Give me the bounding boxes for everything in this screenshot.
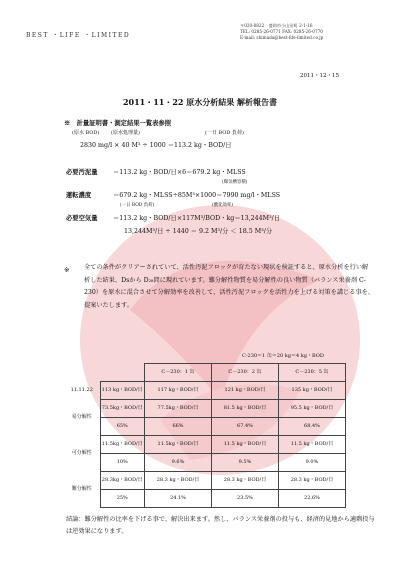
table-cell-pct: 67.4% [212, 418, 279, 436]
report-title: 2011・11・22 原水分析結果 解析報告書 [122, 97, 278, 107]
row-label-easy: 易分解性 [71, 414, 92, 421]
table-cell: 11.5kg・BOD/日 [100, 436, 145, 454]
table-cell: 77.5kg・BOD/日 [145, 400, 212, 418]
column-header: C－230：2 缶 [212, 364, 279, 382]
table-cell: 28.3 kg・BOD/日 [279, 472, 346, 490]
row-label-moderate: 可分解性 [71, 450, 92, 457]
air-formula-2: 13,244M³/日 ÷ 1440 ＝ 9.2 M³/分 ＜ 18.5 M³/分 [124, 228, 273, 235]
concentration-formula: ＝679.2 kg・MLSS÷85M³×1000＝7990 mg/l・MLSS [113, 192, 281, 199]
table-cell: 121 kg・BOD/日 [212, 382, 279, 400]
table-cell: 28.3kg・BOD/日 [100, 472, 145, 490]
table-cell-pct: 65% [100, 418, 145, 436]
air-label: 必要空気量 [66, 215, 98, 222]
formula-daily-bod: 2830 mg/l × 40 M³ ÷ 1000 ＝113.2 kg・BOD/日 [80, 142, 232, 149]
company-name: BEST ・LIFE ・LIMITED [26, 32, 131, 39]
label-raw-volume: (原水処理量) [111, 130, 140, 136]
table-cell-pct: 68.4% [279, 418, 346, 436]
column-header: C－230：1 缶 [145, 364, 212, 382]
address-line: 〒020-0822 盛岡市小山田町 2-1-16 [240, 23, 313, 28]
concentration-note-efficiency: (酸化効率) [212, 203, 233, 208]
email-line: E-mail: shimada@best-life-limited.co.jp [240, 35, 324, 40]
label-raw-bod: (原水 BOD) [72, 130, 100, 136]
proposal-paragraph: 全ての条件がクリアーされていて、活性汚泥フロックが育たない現状を検証すると、原水分析を行い解析した結果、Dsから D₂₈間に現れています。難分解性物質を易分解性の良い物質（バランス栄養剤 C-230）を原水に混合させて分解効率を改善して、活性汚泥フロックを活性力を上げる対策を講じる事を、提案いたします。 [84, 264, 374, 309]
report-date: 2011・12・15 [300, 73, 339, 79]
table-note: C-230＝1 缶＝20 kg＝4 kg・BOD [242, 353, 324, 359]
table-cell-pct: 25% [100, 490, 145, 508]
phone-line: TEL: 0285-26-0771 FAX: 0285-26-0770 [240, 29, 323, 34]
table-cell-pct: 9.5% [212, 454, 279, 472]
table-cell: 11.5 kg・BOD/日 [279, 436, 346, 454]
concentration-label: 運転濃度 [66, 192, 92, 199]
table-cell-pct: 22.6% [279, 490, 346, 508]
air-formula: ＝113.2 kg・BOD/日×117M³/BOD・kg＝13,244M³/日 [113, 215, 281, 222]
table-cell: 28.3 kg・BOD/日 [212, 472, 279, 490]
sludge-note: (曝気槽容積) [222, 180, 248, 185]
conclusion: 結論：難分解性の比率を下げる事で、解決出来ます。然し、バランス栄養剤の投与も、経済的見地から適剰投与は逆効果になります。 [66, 516, 375, 535]
label-daily-bod: (一日 BOD 負荷) [205, 130, 244, 136]
base-date: 11.11.22 [70, 387, 93, 394]
table-cell-pct: 9.0% [279, 454, 346, 472]
section-heading: ※ 計量証明書・測定結果一覧表参照 [64, 120, 172, 127]
sludge-formula: ＝113.2 kg・BOD/日×6＝679.2 kg・MLSS [113, 169, 246, 176]
table-cell-pct: 66% [145, 418, 212, 436]
table-cell: 11.5 kg・BOD/日 [212, 436, 279, 454]
row-label-hard: 難分解性 [71, 486, 92, 493]
table-cell-pct: 23.5% [212, 490, 279, 508]
table-cell: 28.3 kg・BOD/日 [145, 472, 212, 490]
paragraph-mark: ※ [64, 266, 70, 274]
table-cell-pct: 10% [100, 454, 145, 472]
table-cell: 81.5 kg・BOD/日 [212, 400, 279, 418]
results-table [64, 363, 346, 508]
table-cell: 73.5kg・BOD/日 [100, 400, 145, 418]
table-cell-pct: 9.6% [145, 454, 212, 472]
column-header: C－230：5 缶 [279, 364, 346, 382]
table-cell: 95.5 kg・BOD/日 [279, 400, 346, 418]
table-cell: 135 kg・BOD/日 [279, 382, 346, 400]
table-cell: 11.5kg・BOD/日 [145, 436, 212, 454]
base-value: 113 kg・BOD/日 [100, 382, 145, 400]
table-cell-pct: 24.1% [145, 490, 212, 508]
concentration-note-bod: (一日 BOD 負荷) [120, 203, 155, 208]
sludge-label: 必要汚泥量 [66, 169, 98, 176]
table-cell: 117 kg・BOD/日 [145, 382, 212, 400]
company-address [240, 23, 323, 41]
